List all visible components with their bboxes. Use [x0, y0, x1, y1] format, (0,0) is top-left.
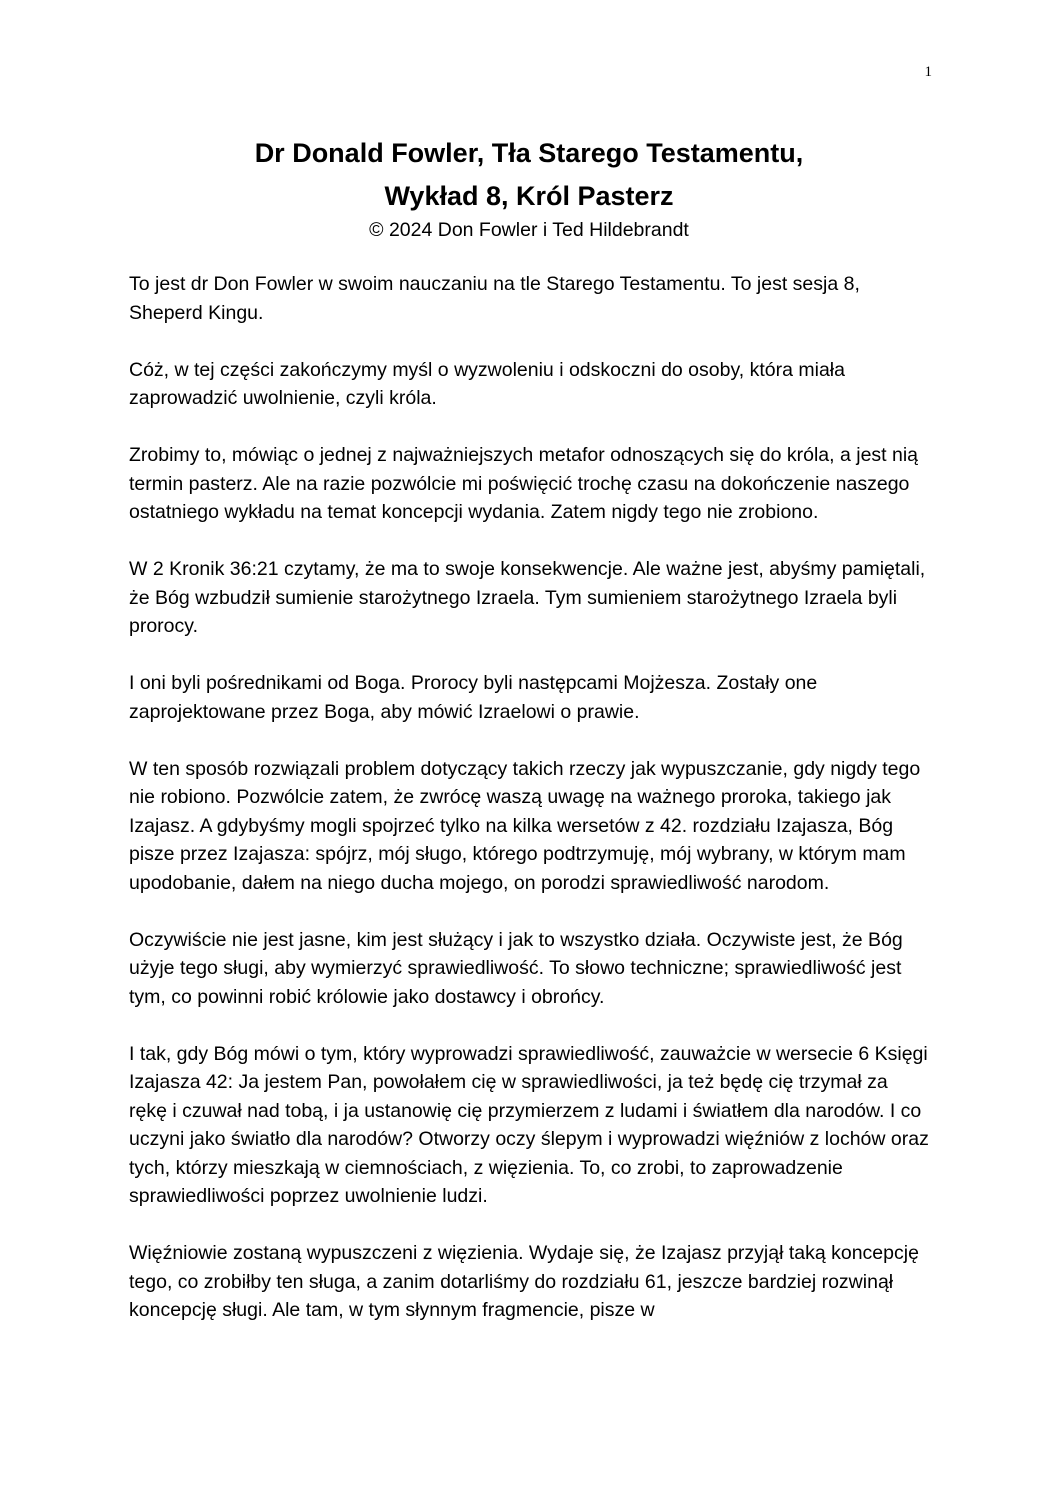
title-line-1: Dr Donald Fowler, Tła Starego Testamentu,: [254, 138, 804, 168]
paragraph-5: I oni byli pośrednikami od Boga. Prorocy byli następcami Mojżesza. Zostały one zaprojektowane przez Boga, aby mówić Izraelowi o prawie.: [129, 672, 818, 723]
document-title: [130, 132, 928, 218]
paragraph-6: W ten sposób rozwiązali problem dotyczący takich rzeczy jak wypuszczanie, gdy nigdy tego nie robiono. Pozwólcie zatem, że zwrócę waszą uwagę na ważnego proroka, takiego jak Izajasz. A gdybyśmy mogli spojrzeć tylko na kilka wersetów z 42. rozdziału Izajasza, Bóg pisze przez Izajasza: spójrz, mój sługo, którego podtrzymuję, mój wybrany, w którym mam upodobanie, dałem na niego ducha mojego, on porodzi sprawiedliwość narodom.: [129, 757, 921, 894]
title-line-2: Wykład 8, Król Pasterz: [384, 181, 674, 211]
paragraph-2: Cóż, w tej części zakończymy myśl o wyzwoleniu i odskoczni do osoby, która miała zaprowadzić uwolnienie, czyli króla.: [129, 358, 845, 409]
page-number: 1: [924, 64, 932, 80]
document-body: [129, 270, 929, 1353]
paragraph-4: W 2 Kronik 36:21 czytamy, że ma to swoje konsekwencje. Ale ważne jest, abyśmy pamiętali, że Bóg wzbudził sumienie starożytnego Izraela. Tym sumieniem starożytnego Izraela byli prorocy.: [129, 558, 926, 637]
paragraph-3: Zrobimy to, mówiąc o jednej z najważniejszych metafor odnoszących się do króla, a jest nią termin pasterz. Ale na razie pozwólcie mi poświęcić trochę czasu na dokończenie naszego ostatniego wykładu na temat koncepcji wydania. Zatem nigdy tego nie zrobiono.: [129, 444, 919, 523]
paragraph-7: Oczywiście nie jest jasne, kim jest służący i jak to wszystko działa. Oczywiste jest, że Bóg użyje tego sługi, aby wymierzyć sprawiedliwość. To słowo techniczne; sprawiedliwość jest tym, co powinni robić królowie jako dostawcy i obrońcy.: [129, 928, 903, 1008]
paragraph-1: To jest dr Don Fowler w swoim nauczaniu na tle Starego Testamentu. To jest sesja 8, Sheperd Kingu.: [129, 273, 860, 324]
paragraph-8: I tak, gdy Bóg mówi o tym, który wyprowadzi sprawiedliwość, zauważcie w wersecie 6 Księgi Izajasza 42: Ja jestem Pan, powołałem cię w sprawiedliwości, ja też będę cię trzymał za rękę i czuwał nad tobą, i ja ustanowię cię przymierzem z ludami i światłem dla narodów. I co uczyni jako światło dla narodów? Otworzy oczy ślepym i wyprowadzi więźniów z lochów oraz tych, którzy mieszkają w ciemnościach, z więzienia. To, co zrobi, to zaprowadzenie sprawiedliwości poprzez uwolnienie ludzi.: [129, 1042, 929, 1207]
copyright-notice: © 2024 Don Fowler i Ted Hildebrandt: [369, 219, 689, 241]
paragraph-9: Więźniowie zostaną wypuszczeni z więzienia. Wydaje się, że Izajasz przyjął taką koncepcję tego, co zrobiłby ten sługa, a zanim dotarliśmy do rozdziału 61, jeszcze bardziej rozwinął koncepcję sługi. Ale tam, w tym słynnym fragmencie, pisze w: [129, 1242, 919, 1321]
